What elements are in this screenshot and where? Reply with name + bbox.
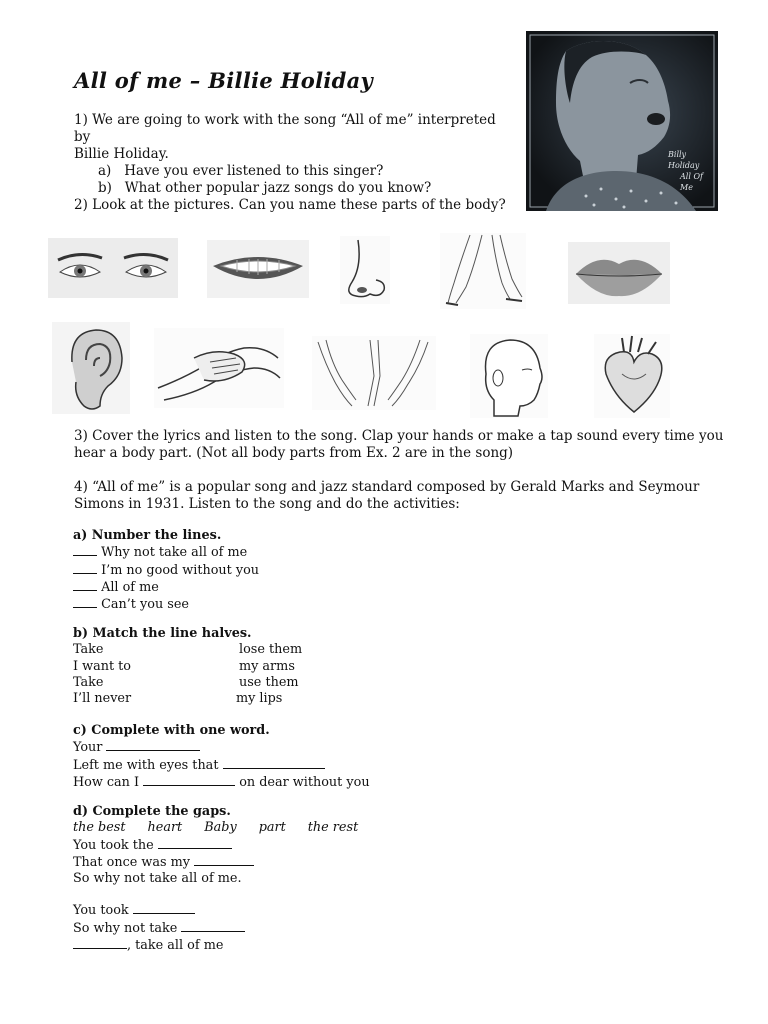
- answer-blank[interactable]: [181, 920, 245, 932]
- album-cover: [526, 31, 718, 211]
- section-b: [73, 626, 302, 707]
- answer-blank[interactable]: [194, 854, 254, 866]
- match-left: I want to: [73, 658, 132, 674]
- answer-blank[interactable]: [106, 739, 200, 751]
- word-bank-item: the best: [73, 820, 126, 836]
- list-item: , take all of me: [73, 937, 380, 954]
- list-item: Your: [73, 739, 370, 756]
- q3-line1: 3) Cover the lyrics and listen to the song. Clap your hands or make a tap sound every time you: [74, 428, 724, 444]
- q4-line2: Simons in 1931. Listen to the song and do the activities:: [74, 496, 460, 512]
- section-c-heading: c) Complete with one word.: [73, 723, 270, 738]
- answer-blank[interactable]: [223, 757, 325, 769]
- lips-picture: [568, 242, 670, 304]
- question-1: [74, 112, 514, 197]
- section-d: [73, 804, 380, 954]
- nose-picture: [340, 236, 390, 304]
- list-item: Can’t you see: [73, 596, 259, 613]
- answer-blank[interactable]: [158, 837, 232, 849]
- q1-intro-cont: Billie Holiday.: [74, 146, 169, 162]
- word-bank: [73, 820, 380, 836]
- word-bank-item: heart: [147, 820, 183, 836]
- list-item: You took: [73, 902, 380, 919]
- answer-blank[interactable]: [73, 579, 97, 591]
- album-artist: Billy Holiday: [668, 150, 700, 170]
- answer-blank[interactable]: [73, 562, 97, 574]
- list-item: Why not take all of me: [73, 544, 259, 561]
- section-a: [73, 528, 259, 613]
- album-name: All Of Me: [680, 172, 703, 192]
- match-right: lose them: [239, 642, 303, 658]
- word-bank-item: Baby: [204, 820, 237, 836]
- heart-picture: [594, 334, 670, 418]
- head-picture: [470, 334, 548, 418]
- answer-blank[interactable]: [73, 937, 127, 949]
- section-a-heading: a) Number the lines.: [73, 528, 222, 543]
- section-c: [73, 723, 370, 791]
- q3-line2: hear a body part. (Not all body parts from Ex. 2 are in the song): [74, 445, 514, 461]
- q4-line1: 4) “All of me” is a popular song and jazz standard composed by Gerald Marks and Seymour: [74, 479, 700, 495]
- list-item: That once was my: [73, 854, 380, 871]
- section-b-heading: b) Match the line halves.: [73, 626, 252, 641]
- section-d-heading: d) Complete the gaps.: [73, 804, 231, 819]
- match-right: my arms: [239, 658, 295, 674]
- eyes-picture: [48, 238, 178, 298]
- hands-picture: [154, 328, 284, 408]
- answer-blank[interactable]: [133, 902, 195, 914]
- list-item: How can I on dear without you: [73, 774, 370, 790]
- list-item: So why not take: [73, 920, 380, 937]
- question-2: 2) Look at the pictures. Can you name these parts of the body?: [74, 197, 506, 213]
- match-right: my lips: [236, 691, 283, 707]
- match-left: Take: [73, 642, 104, 658]
- question-3: [74, 428, 723, 462]
- legs-picture: [440, 233, 526, 309]
- list-item: So why not take all of me.: [73, 871, 242, 887]
- question-4: [74, 479, 699, 513]
- arms-picture: [312, 336, 436, 410]
- list-item: Left me with eyes that: [73, 757, 370, 774]
- answer-blank[interactable]: [143, 774, 235, 786]
- word-bank-item: part: [258, 820, 286, 836]
- q1-intro: 1) We are going to work with the song “All of me” interpreted by: [74, 112, 496, 145]
- q1-b: b) What other popular jazz songs do you know?: [98, 180, 432, 196]
- teeth-smile-picture: [207, 240, 309, 298]
- match-left: Take: [73, 674, 104, 690]
- q1-a: a) Have you ever listened to this singer?: [98, 163, 384, 179]
- word-bank-item: the rest: [307, 820, 359, 836]
- match-left: I’ll never: [73, 691, 132, 707]
- answer-blank[interactable]: [73, 544, 97, 556]
- list-item: All of me: [73, 579, 259, 596]
- match-right: use them: [239, 674, 299, 690]
- worksheet-title: All of me – Billie Holiday: [74, 68, 374, 93]
- list-item: I’m no good without you: [73, 562, 259, 579]
- list-item: You took the: [73, 837, 380, 854]
- ear-picture: [52, 322, 130, 414]
- answer-blank[interactable]: [73, 596, 97, 608]
